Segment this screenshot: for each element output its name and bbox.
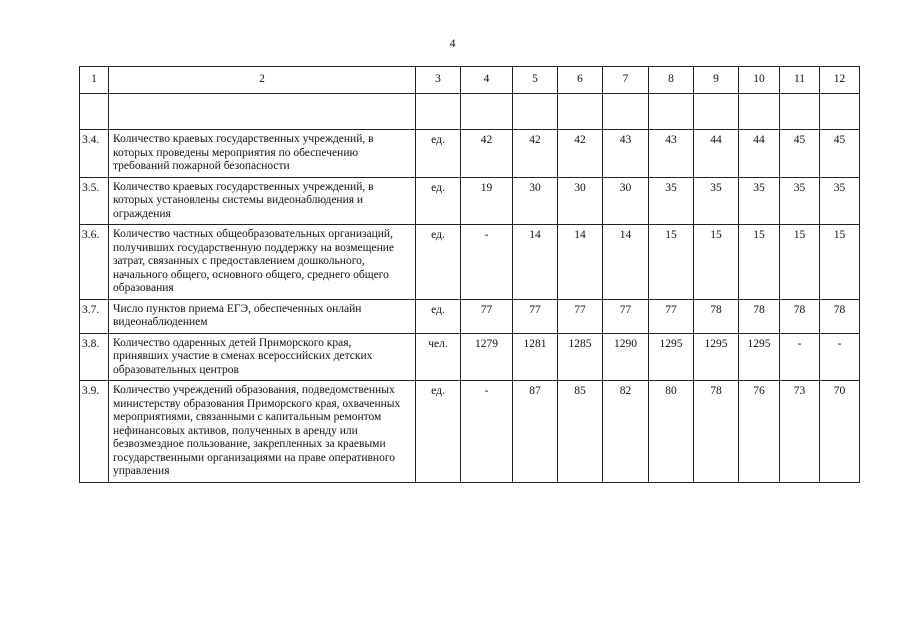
blank-cell	[820, 94, 860, 130]
unit-cell: ед.	[416, 381, 461, 483]
header-cell: 6	[558, 67, 603, 94]
indicator-description-cell: Количество одаренных детей Приморского края, принявших участие в сменах всероссийских детских образовательных центров	[109, 333, 416, 381]
value-cell: 78	[780, 299, 820, 333]
blank-cell	[461, 94, 513, 130]
blank-cell	[416, 94, 461, 130]
value-cell: 45	[780, 130, 820, 178]
value-cell: 14	[513, 225, 558, 300]
value-cell: 77	[558, 299, 603, 333]
indicators-table	[79, 66, 860, 483]
row-number-cell: 3.7.	[80, 299, 109, 333]
value-cell: 35	[780, 177, 820, 225]
unit-cell: ед.	[416, 225, 461, 300]
value-cell: 77	[649, 299, 694, 333]
row-number-cell: 3.6.	[80, 225, 109, 300]
value-cell: 43	[603, 130, 649, 178]
header-cell: 4	[461, 67, 513, 94]
value-cell: 45	[820, 130, 860, 178]
header-cell: 7	[603, 67, 649, 94]
blank-row	[80, 94, 860, 130]
value-cell: 1281	[513, 333, 558, 381]
value-cell: 77	[461, 299, 513, 333]
value-cell: 44	[739, 130, 780, 178]
value-cell: 15	[649, 225, 694, 300]
table-row	[80, 299, 860, 333]
blank-cell	[80, 94, 109, 130]
value-cell: 30	[558, 177, 603, 225]
blank-cell	[694, 94, 739, 130]
value-cell: 15	[780, 225, 820, 300]
indicator-description-cell: Количество учреждений образования, подведомственных министерству образования Приморского края, охваченных мероприятиями, связанными с капитальным ремонтом нефинансовых активов, полученных в аренду или безвозмездное пользование, закрепленных за краевыми государственными организациями на праве оперативного управления	[109, 381, 416, 483]
unit-cell: чел.	[416, 333, 461, 381]
value-cell: 78	[820, 299, 860, 333]
header-cell: 10	[739, 67, 780, 94]
header-cell: 8	[649, 67, 694, 94]
header-cell: 11	[780, 67, 820, 94]
row-number-cell: 3.8.	[80, 333, 109, 381]
value-cell: 15	[739, 225, 780, 300]
value-cell: -	[461, 381, 513, 483]
value-cell: 1290	[603, 333, 649, 381]
indicator-description-cell: Число пунктов приема ЕГЭ, обеспеченных онлайн видеонаблюдением	[109, 299, 416, 333]
value-cell: 42	[461, 130, 513, 178]
indicator-description-cell: Количество краевых государственных учреждений, в которых установлены системы видеонаблюдения и ограждения	[109, 177, 416, 225]
value-cell: 85	[558, 381, 603, 483]
table-header-row	[80, 67, 860, 94]
blank-cell	[649, 94, 694, 130]
value-cell: 82	[603, 381, 649, 483]
value-cell: -	[461, 225, 513, 300]
blank-cell	[109, 94, 416, 130]
value-cell: 42	[513, 130, 558, 178]
indicator-description-cell: Количество частных общеобразовательных организаций, получивших государственную поддержку на возмещение затрат, связанных с предоставлением дошкольного, начального общего, основного общего, среднего общего образования	[109, 225, 416, 300]
blank-cell	[513, 94, 558, 130]
value-cell: 78	[694, 299, 739, 333]
row-number-cell: 3.4.	[80, 130, 109, 178]
value-cell: 19	[461, 177, 513, 225]
value-cell: 76	[739, 381, 780, 483]
value-cell: -	[780, 333, 820, 381]
value-cell: 15	[694, 225, 739, 300]
header-cell: 2	[109, 67, 416, 94]
header-cell: 3	[416, 67, 461, 94]
value-cell: 78	[739, 299, 780, 333]
blank-cell	[780, 94, 820, 130]
value-cell: 14	[558, 225, 603, 300]
row-number-cell: 3.9.	[80, 381, 109, 483]
header-cell: 12	[820, 67, 860, 94]
value-cell: 15	[820, 225, 860, 300]
value-cell: 80	[649, 381, 694, 483]
value-cell: 1295	[739, 333, 780, 381]
value-cell: 1285	[558, 333, 603, 381]
header-cell: 9	[694, 67, 739, 94]
value-cell: 43	[649, 130, 694, 178]
header-cell: 5	[513, 67, 558, 94]
indicator-description-cell: Количество краевых государственных учреждений, в которых проведены мероприятия по обеспечению требований пожарной безопасности	[109, 130, 416, 178]
row-number-cell: 3.5.	[80, 177, 109, 225]
unit-cell: ед.	[416, 130, 461, 178]
value-cell: 44	[694, 130, 739, 178]
value-cell: 30	[513, 177, 558, 225]
blank-cell	[739, 94, 780, 130]
value-cell: 1279	[461, 333, 513, 381]
value-cell: 1295	[694, 333, 739, 381]
value-cell: 30	[603, 177, 649, 225]
value-cell: 77	[513, 299, 558, 333]
table-row	[80, 130, 860, 178]
value-cell: 35	[694, 177, 739, 225]
table-row	[80, 177, 860, 225]
value-cell: 42	[558, 130, 603, 178]
value-cell: 73	[780, 381, 820, 483]
unit-cell: ед.	[416, 177, 461, 225]
value-cell: 77	[603, 299, 649, 333]
table-row	[80, 333, 860, 381]
table-row	[80, 225, 860, 300]
value-cell: -	[820, 333, 860, 381]
value-cell: 70	[820, 381, 860, 483]
blank-cell	[558, 94, 603, 130]
value-cell: 1295	[649, 333, 694, 381]
unit-cell: ед.	[416, 299, 461, 333]
header-cell: 1	[80, 67, 109, 94]
page-number: 4	[449, 36, 456, 50]
value-cell: 78	[694, 381, 739, 483]
value-cell: 87	[513, 381, 558, 483]
value-cell: 35	[739, 177, 780, 225]
value-cell: 35	[820, 177, 860, 225]
blank-cell	[603, 94, 649, 130]
value-cell: 35	[649, 177, 694, 225]
table-row	[80, 381, 860, 483]
value-cell: 14	[603, 225, 649, 300]
